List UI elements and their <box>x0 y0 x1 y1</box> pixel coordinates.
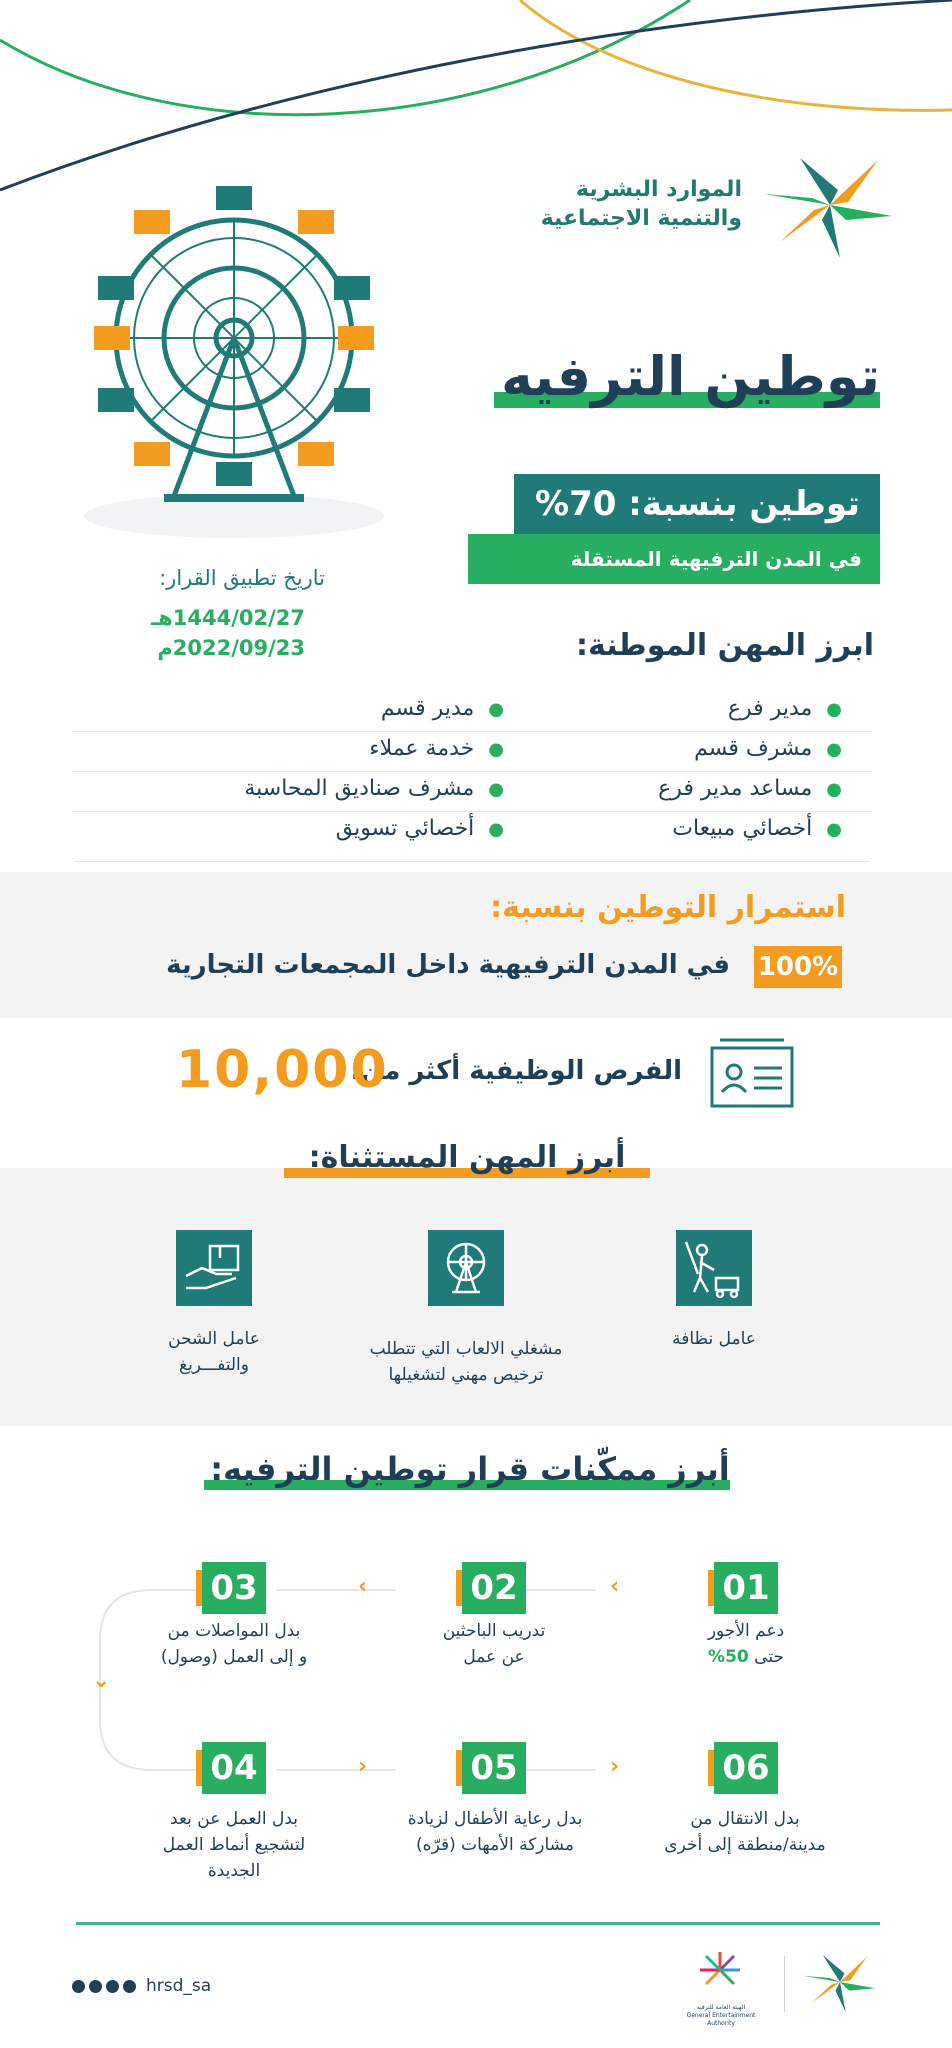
job-divider <box>74 771 870 772</box>
job-divider <box>74 731 870 732</box>
cleaning-icon <box>676 1230 752 1306</box>
ferris-wheel-icon <box>428 1230 504 1306</box>
job-item: ●أخصائي مبيعات <box>672 816 842 841</box>
chevron-right-icon: › <box>610 1754 620 1779</box>
youtube-icon[interactable] <box>106 1980 119 1993</box>
excluded-item-text: عامل نظافة <box>672 1329 756 1349</box>
excluded-item-text: عامل الشحن والتفـــريغ <box>168 1329 260 1375</box>
job-item: ●مدير فرع <box>727 696 842 721</box>
step-text: دعم الأجور حتى 50% <box>707 1621 785 1667</box>
continuation-title: استمرار التوطين بنسبة: <box>490 890 846 925</box>
job-item: ●مدير قسم <box>380 696 504 721</box>
chevron-down-icon: ⌄ <box>92 1668 111 1693</box>
step-number: 05 <box>462 1742 526 1794</box>
ministry-logo-icon <box>760 150 900 260</box>
job-item: ●خدمة عملاء <box>369 736 504 761</box>
step-number: 03 <box>202 1562 266 1614</box>
chevron-left-icon: ‹ <box>358 1574 368 1599</box>
step-text: بدل الانتقال من مدينة/منطقة إلى أخرى <box>664 1809 826 1855</box>
localized-jobs-title: ابرز المهن الموطنة: <box>576 628 874 663</box>
job-item: ●مشرف قسم <box>694 736 842 761</box>
id-card-icon <box>708 1032 796 1110</box>
footer-logo-divider <box>784 1956 785 2012</box>
opportunities-value: 10,000 <box>176 1040 389 1100</box>
ferris-wheel-illustration <box>64 176 404 546</box>
steps-connector <box>96 1580 756 1780</box>
ministry-footer-logo-icon <box>800 1950 880 2014</box>
instagram-icon[interactable] <box>89 1980 102 1993</box>
twitter-icon[interactable] <box>123 1980 136 1993</box>
job-item: ●مساعد مدير فرع <box>658 776 842 801</box>
enablers-title: أبرز ممكّنات قرار توطين الترفيه: <box>210 1450 730 1488</box>
ministry-name-line2: والتنمية الاجتماعية <box>540 206 742 231</box>
continuation-text: في المدن الترفيهية داخل المجمعات التجارية <box>166 950 730 980</box>
decision-date-gregorian: 2022/09/23م <box>157 636 305 660</box>
step-number: 06 <box>714 1742 778 1794</box>
localization-headline: توطين بنسبة: 70% <box>514 474 880 534</box>
job-item: ●مشرف صناديق المحاسبة <box>244 776 504 801</box>
decision-date-hijri: 1444/02/27هـ <box>151 606 305 630</box>
ministry-name <box>541 175 742 233</box>
page-title: توطين الترفيه <box>500 345 880 408</box>
step-number: 04 <box>202 1742 266 1794</box>
social-icons <box>72 1980 142 1994</box>
step-text: بدل رعاية الأطفال لزيادة مشاركة الأمهات (قرّه) <box>407 1809 583 1855</box>
opportunities-label: الفرص الوظيفية أكثر من: <box>350 1056 682 1086</box>
step-number: 01 <box>714 1562 778 1614</box>
step-text: بدل العمل عن بعد لتشجيع أنماط العمل الجديدة <box>162 1809 306 1881</box>
entertainment-authority-logo-icon <box>690 1948 750 2004</box>
excluded-title: أبرز المهن المستثناة: <box>308 1140 626 1175</box>
job-divider <box>74 861 870 862</box>
hand-box-icon <box>176 1230 252 1306</box>
step-text: تدريب الباحثين عن عمل <box>442 1621 546 1667</box>
decision-date-label: تاريخ تطبيق القرار: <box>159 566 325 590</box>
job-item: ●أخصائي تسويق <box>335 816 504 841</box>
social-handle[interactable]: hrsd_sa <box>146 1976 212 1996</box>
excluded-item-text: مشغلي الالعاب التي تتطلب ترخيص مهني لتشغيلها <box>369 1339 563 1385</box>
facebook-icon[interactable] <box>72 1980 85 1993</box>
job-divider <box>74 811 870 812</box>
step-number: 02 <box>462 1562 526 1614</box>
chevron-left-icon: ‹ <box>610 1574 620 1599</box>
chevron-right-icon: › <box>358 1754 368 1779</box>
entertainment-authority-name: الهيئة العامة للترفيه General Entertainment Authority <box>686 2004 756 2027</box>
localization-subline: في المدن الترفيهية المستقلة والموسمية <box>468 534 880 584</box>
ministry-name-line1: الموارد البشرية <box>576 177 742 202</box>
footer-divider <box>76 1922 880 1925</box>
step-text: بدل المواصلات من و إلى العمل (وصول) <box>160 1621 308 1667</box>
continuation-badge: 100% <box>754 946 842 988</box>
